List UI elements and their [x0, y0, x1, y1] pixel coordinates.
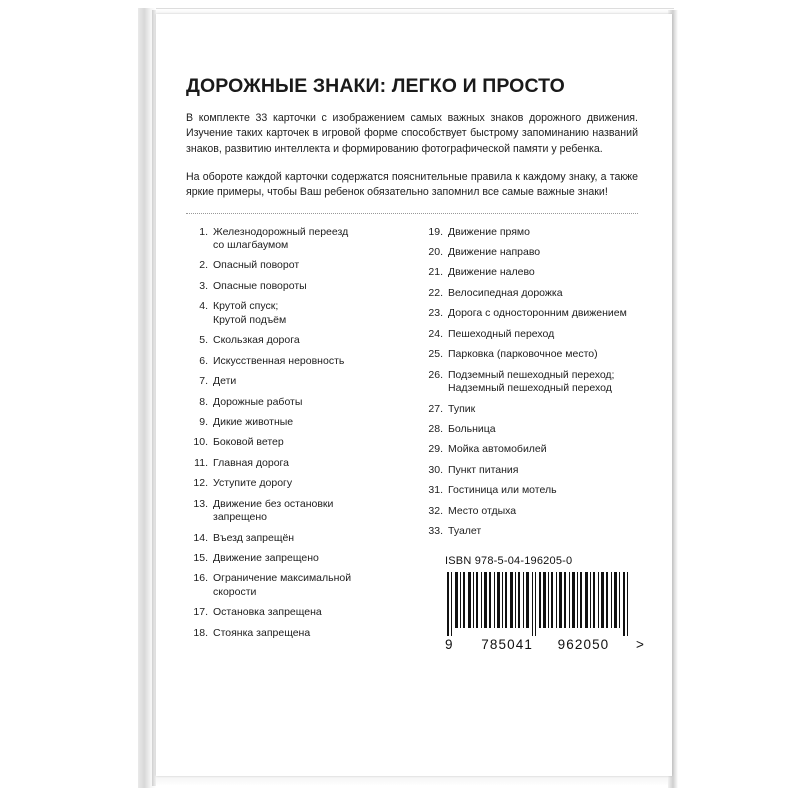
sign-list-column-right: [421, 225, 645, 652]
list-item-label: [448, 525, 638, 538]
list-item-number: 26.: [428, 368, 443, 381]
list-item-line1: Дорожные работы: [213, 395, 303, 408]
list-item-label: [448, 403, 638, 416]
list-item-number: 17.: [193, 606, 208, 619]
list-item-number: 11.: [194, 456, 208, 469]
list-item-line1: Движение налево: [448, 266, 535, 279]
list-item-label: [448, 443, 638, 456]
description-paragraph-1: В комплекте 33 карточки с изображением самых важных знаков дорожного движения. Изучение таких карточек в игровой форме способствует быстрому запоминанию названий знаков, развитию интеллекта и формированию фотографической памяти у ребенка.: [186, 112, 638, 155]
list-item: [186, 416, 403, 429]
divider: [186, 213, 638, 214]
list-item-number: 27.: [428, 402, 443, 415]
list-item-line1: Остановка запрещена: [213, 606, 322, 619]
list-item: [421, 287, 638, 300]
list-item-label: [448, 369, 638, 396]
list-item: [186, 572, 403, 599]
list-item-line2: Надземный пешеходный переход: [448, 382, 612, 395]
list-item-label: [448, 464, 638, 477]
list-item: [186, 477, 403, 490]
list-item-label: [448, 266, 638, 279]
list-item: [186, 627, 403, 640]
list-item-label: [213, 532, 403, 545]
list-item: [421, 307, 638, 320]
list-item-line1: Главная дорога: [213, 456, 289, 469]
list-item-number: 29.: [428, 443, 443, 456]
list-item-number: 9.: [199, 415, 208, 428]
list-item-number: 21.: [428, 266, 443, 279]
list-item-number: 24.: [428, 327, 443, 340]
list-item-line1: Гостиница или мотель: [448, 484, 557, 497]
list-item-number: 23.: [428, 307, 443, 320]
list-item-line2: скорости: [213, 585, 257, 598]
list-item-number: 14.: [193, 531, 208, 544]
list-item-label: [213, 606, 403, 619]
list-item-number: 6.: [199, 354, 208, 367]
list-item: [421, 348, 638, 361]
list-item-line1: Подземный пешеходный переход;: [448, 368, 615, 381]
list-item-line1: Движение без остановки: [213, 497, 334, 510]
list-item-line1: Скользкая дорога: [213, 334, 300, 347]
list-item: [186, 606, 403, 619]
list-item-label: [213, 334, 403, 347]
list-item-label: [448, 423, 638, 436]
list-item: [186, 300, 403, 327]
list-item-label: [213, 280, 403, 293]
list-item-label: [448, 328, 638, 341]
list-item-number: 28.: [428, 422, 443, 435]
list-item-line1: Искусственная неровность: [213, 354, 345, 367]
barcode-digits: [445, 637, 645, 652]
list-item: [186, 498, 403, 525]
list-item-number: 5.: [199, 334, 208, 347]
list-item-label: [213, 498, 403, 525]
barcode-image: [445, 572, 641, 636]
list-item-line1: Место отдыха: [448, 504, 517, 517]
list-item: [186, 226, 403, 253]
list-item-number: 13.: [193, 497, 208, 510]
list-item-number: 20.: [428, 246, 443, 259]
list-item-line1: Дети: [213, 375, 237, 388]
list-item: [421, 484, 638, 497]
list-item-label: [213, 627, 403, 640]
list-item: [186, 280, 403, 293]
list-item-line1: Уступите дорогу: [213, 477, 293, 490]
list-item-line1: Велосипедная дорожка: [448, 286, 563, 299]
list-item-label: [448, 484, 638, 497]
list-item: [421, 403, 638, 416]
list-item: [186, 375, 403, 388]
list-item-number: 32.: [428, 504, 443, 517]
list-item: [421, 423, 638, 436]
list-item: [421, 369, 638, 396]
list-item-line1: Опасные повороты: [213, 279, 307, 292]
description-paragraph-2: На обороте каждой карточки содержатся пояснительные правила к каждому знаку, а также яркие примеры, чтобы Ваш ребенок обязательно запомнил все самые важные знаки!: [186, 170, 638, 198]
list-item-line1: Крутой спуск;: [213, 300, 279, 313]
list-item-label: [213, 300, 403, 327]
list-item-number: 22.: [428, 286, 443, 299]
barcode-digits-right: 962050: [557, 636, 610, 652]
list-item: [186, 334, 403, 347]
list-item-label: [448, 226, 638, 239]
list-item: [421, 443, 638, 456]
list-item-line1: Движение прямо: [448, 225, 530, 238]
barcode-digit-lead: 9: [445, 636, 454, 652]
list-item-line1: Больница: [448, 422, 496, 435]
list-item-label: [448, 246, 638, 259]
cover-content: [186, 75, 645, 652]
list-item: [421, 525, 638, 538]
list-item-line1: Железнодорожный переезд: [213, 225, 349, 238]
list-item-number: 1.: [199, 225, 208, 238]
list-item: [186, 552, 403, 565]
list-item-number: 19.: [428, 225, 443, 238]
list-item: [186, 259, 403, 272]
list-item-number: 3.: [199, 279, 208, 292]
book-title: ДОРОЖНЫЕ ЗНАКИ: ЛЕГКО И ПРОСТО: [186, 75, 565, 97]
list-item-line1: Боковой ветер: [213, 436, 284, 449]
back-cover: [156, 14, 672, 776]
barcode-digit-trail: >: [635, 636, 645, 652]
list-item-line1: Стоянка запрещена: [213, 626, 311, 639]
list-item: [186, 532, 403, 545]
list-item-line1: Опасный поворот: [213, 259, 300, 272]
list-item-label: [213, 457, 403, 470]
list-item-line2: запрещено: [213, 511, 268, 524]
list-item-label: [448, 348, 638, 361]
list-item-label: [213, 552, 403, 565]
list-item-line1: Ограничение максимальной: [213, 572, 352, 585]
list-item: [421, 464, 638, 477]
list-item-number: 4.: [199, 300, 208, 313]
sign-list: [186, 225, 645, 652]
list-item-number: 15.: [193, 552, 208, 565]
list-item-line1: Движение направо: [448, 246, 541, 259]
list-item-number: 16.: [193, 572, 208, 585]
barcode-digits-left: 785041: [481, 636, 533, 652]
list-item-line1: Движение запрещено: [213, 552, 319, 565]
list-item: [186, 436, 403, 449]
list-item-label: [213, 477, 403, 490]
list-item: [421, 246, 638, 259]
list-item-number: 10.: [193, 436, 208, 449]
list-item: [186, 396, 403, 409]
list-item-label: [213, 396, 403, 409]
list-item: [421, 226, 638, 239]
list-item-line1: Пешеходный переход: [448, 327, 555, 340]
list-item-label: [213, 259, 403, 272]
list-item-number: 2.: [199, 259, 208, 272]
list-item-line1: Въезд запрещён: [213, 531, 295, 544]
list-item-number: 30.: [428, 463, 443, 476]
list-item-line1: Тупик: [448, 402, 476, 415]
list-item-line1: Мойка автомобилей: [448, 443, 547, 456]
list-item-line1: Дорога с односторонним движением: [448, 307, 627, 320]
list-item-label: [213, 416, 403, 429]
list-item-line1: Парковка (парковочное место): [448, 348, 598, 361]
list-item-label: [448, 505, 638, 518]
list-item-number: 8.: [199, 395, 208, 408]
list-item-line1: Дикие животные: [213, 415, 294, 428]
list-item-line1: Туалет: [448, 525, 482, 538]
list-item: [186, 355, 403, 368]
list-item-line1: Пункт питания: [448, 463, 519, 476]
sign-list-right-items: [421, 226, 638, 539]
list-item-number: 25.: [428, 348, 443, 361]
isbn-text: ISBN 978-5-04-196205-0: [445, 554, 573, 567]
list-item-label: [448, 307, 638, 320]
list-item-number: 12.: [193, 477, 208, 490]
list-item-number: 31.: [428, 484, 443, 497]
list-item-label: [213, 375, 403, 388]
list-item-label: [448, 287, 638, 300]
list-item-line2: Крутой подъём: [213, 313, 287, 326]
list-item: [421, 328, 638, 341]
sign-list-column-left: [186, 226, 403, 652]
isbn-block: [445, 554, 645, 652]
list-item-label: [213, 226, 403, 253]
list-item: [421, 505, 638, 518]
list-item-number: 33.: [428, 525, 443, 538]
list-item-label: [213, 355, 403, 368]
list-item-number: 18.: [193, 626, 208, 639]
list-item-number: 7.: [199, 375, 208, 388]
list-item: [186, 457, 403, 470]
list-item: [421, 266, 638, 279]
list-item-label: [213, 572, 403, 599]
list-item-label: [213, 436, 403, 449]
sign-list-left-items: [186, 226, 403, 641]
list-item-line2: со шлагбаумом: [213, 239, 289, 252]
